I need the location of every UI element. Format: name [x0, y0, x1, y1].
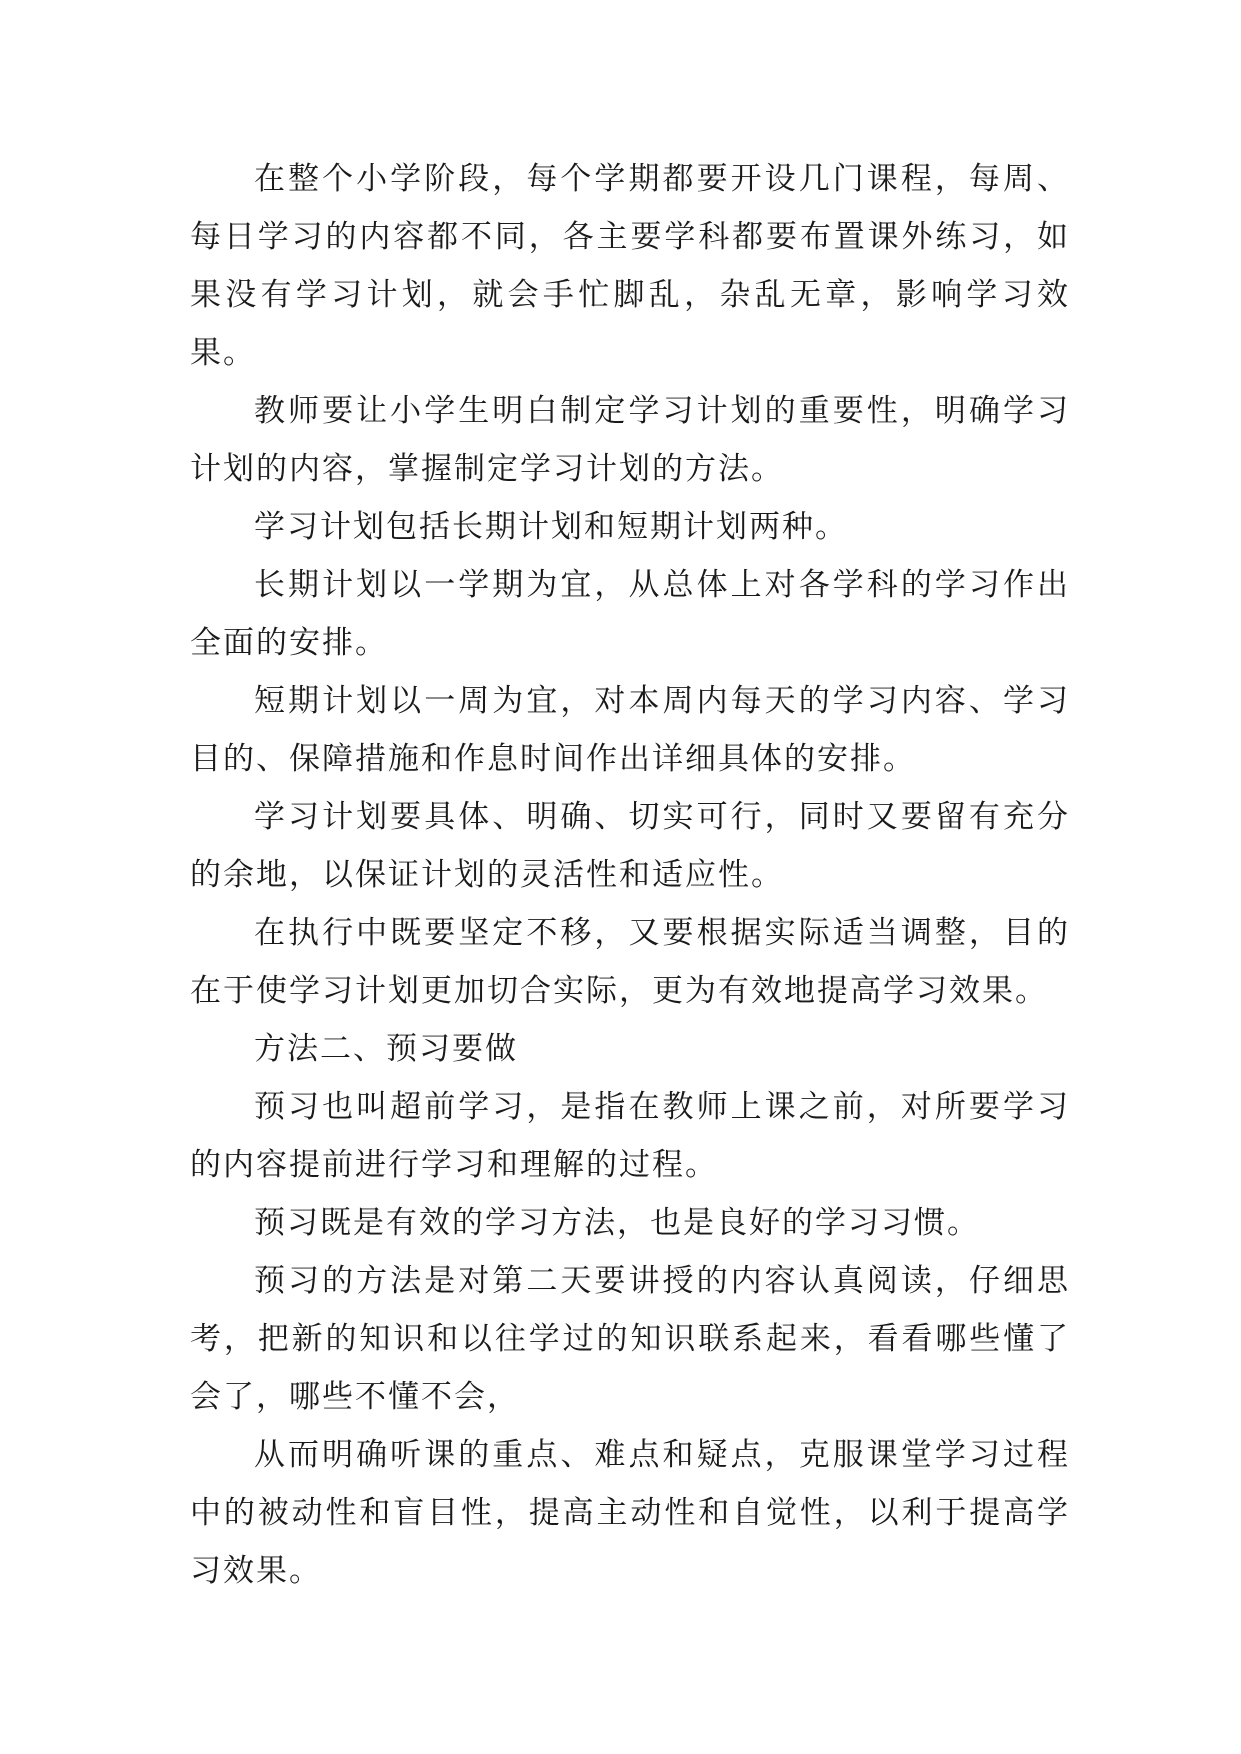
paragraph: 预习的方法是对第二天要讲授的内容认真阅读，仔细思考，把新的知识和以往学过的知识联系起来，看看哪些懂了会了，哪些不懂不会，: [190, 1263, 1070, 1415]
paragraph: 学习计划包括长期计划和短期计划两种。: [254, 509, 848, 545]
document-page: [190, 150, 1070, 1600]
paragraph: 预习既是有效的学习方法，也是良好的学习习惯。: [254, 1205, 980, 1241]
paragraph: 短期计划以一周为宜，对本周内每天的学习内容、学习目的、保障措施和作息时间作出详细具体的安排。: [190, 683, 1070, 777]
section-heading: 方法二、预习要做: [254, 1031, 518, 1067]
paragraph: 从而明确听课的重点、难点和疑点，克服课堂学习过程中的被动性和盲目性，提高主动性和自觉性，以利于提高学习效果。: [190, 1437, 1070, 1589]
paragraph: 在执行中既要坚定不移，又要根据实际适当调整，目的在于使学习计划更加切合实际，更为有效地提高学习效果。: [190, 915, 1070, 1009]
paragraph: 教师要让小学生明白制定学习计划的重要性，明确学习计划的内容，掌握制定学习计划的方法。: [190, 393, 1070, 487]
paragraph: 学习计划要具体、明确、切实可行，同时又要留有充分的余地，以保证计划的灵活性和适应性。: [190, 799, 1070, 893]
paragraph: 在整个小学阶段，每个学期都要开设几门课程，每周、每日学习的内容都不同，各主要学科都要布置课外练习，如果没有学习计划，就会手忙脚乱，杂乱无章，影响学习效果。: [190, 161, 1070, 371]
paragraph: 长期计划以一学期为宜，从总体上对各学科的学习作出全面的安排。: [190, 567, 1070, 661]
paragraph: 预习也叫超前学习，是指在教师上课之前，对所要学习的内容提前进行学习和理解的过程。: [190, 1089, 1070, 1183]
